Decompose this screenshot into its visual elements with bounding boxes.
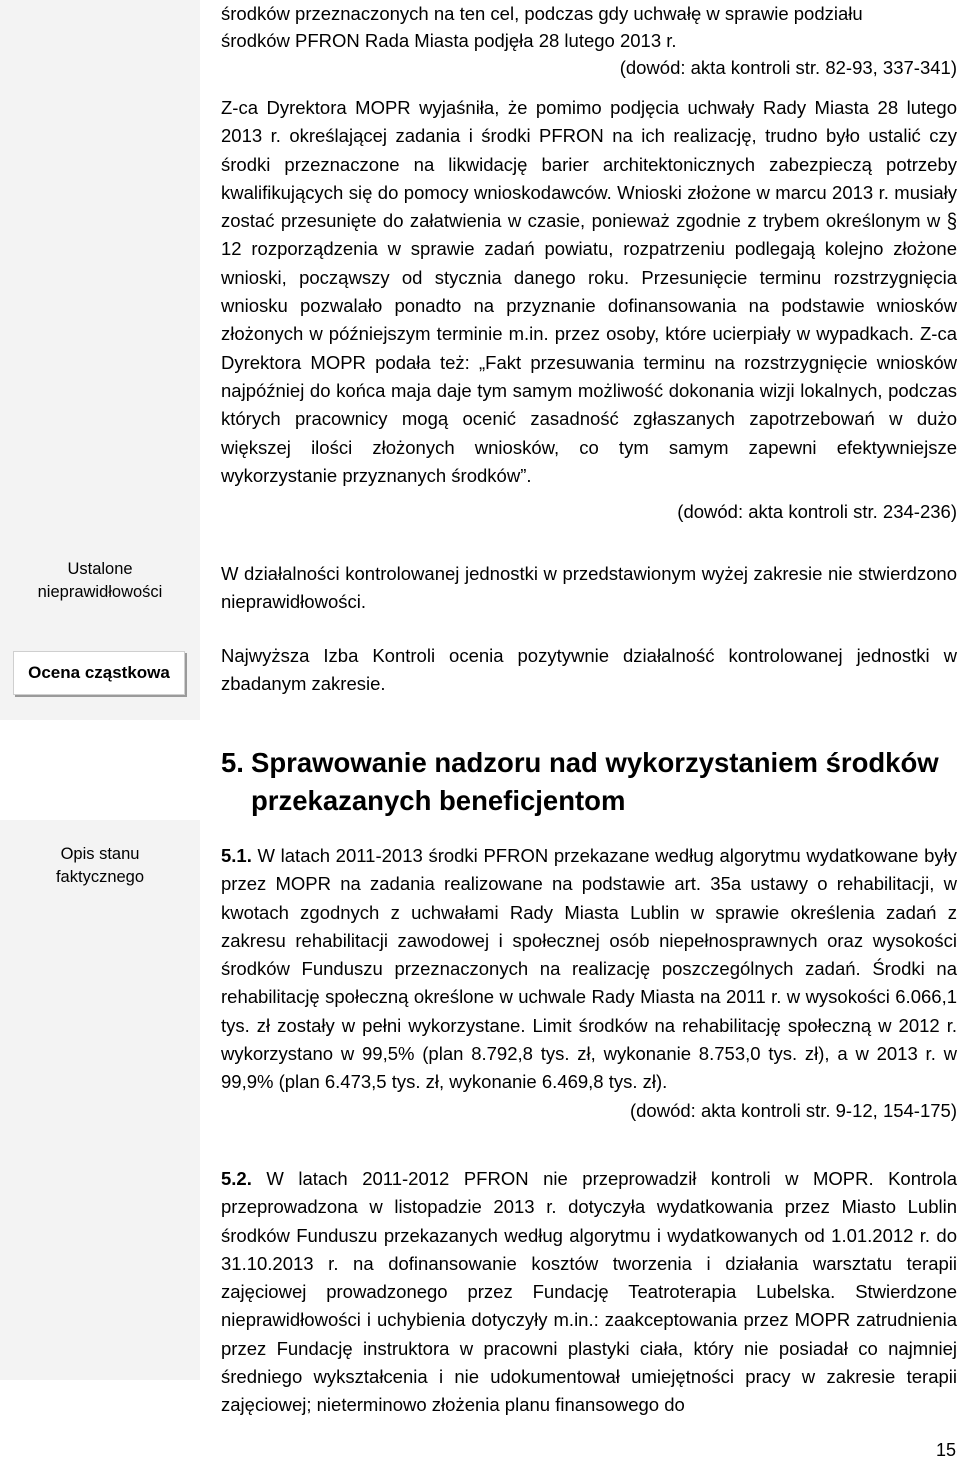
sidebar-label-facts: Opis stanu faktycznego (55, 845, 145, 886)
sidebar-label-irregularities: Ustalone nieprawidłowości (37, 560, 163, 601)
section-5-title-line1: Sprawowanie nadzoru nad wykorzystaniem środków (251, 747, 939, 778)
explanation-text-part1: Z-ca Dyrektora MOPR wyjaśniła, że pomimo podjęcia uchwały Rady Miasta 28 lutego 2013 r. określającej zadania i środki PFRON na ich realizację, trudno było ustalić czy środki przeznaczone na likwidację barier architektonicznych zabezpieczą potrzeby kwalifikujących się do pomocy wnioskodawców. Wnioski złożone w marcu 2013 r. musiały zostać przesunięte do załatwienia w czasie, ponieważ zgodnie z trybem określonym w (221, 97, 957, 232)
section-5-number: 5. (221, 747, 244, 778)
sidebar-label-partial-assessment: Ocena cząstkowa (13, 651, 185, 695)
evidence-reference-1: (dowód: akta kontroli str. 82-93, 337-341) (619, 57, 957, 78)
irregularities-text (221, 560, 957, 617)
paragraph-5-2-number: 5.2. (221, 1168, 252, 1189)
top-text-block (221, 0, 957, 81)
section-5-title-line2: przekazanych beneficjentom (251, 785, 626, 816)
explanation-text-part2: 12 rozporządzenia w sprawie zadań powiatu, rozpatrzeniu podlegają kolejno złożone wnioski, począwszy od stycznia danego roku. Przesunięcie terminu rozstrzygnięcia wniosku pozwalało ponadto na przyznanie dofinansowania na podstawie wniosków złożonych w późniejszym terminie m.in. przez osoby, które ucierpiały w wypadkach. Z-ca Dyrektora MOPR podała też: „Fakt przesuwania terminu na rozstrzygnięcie wniosków najpóźniej do końca maja daje tym samym możliwość dokonania wizji lokalnych, podczas których pracownicy mogą ocenić zasadność zgłaszanych zapotrzebowań w dużo większej ilości złożonych wniosków, co tym samym zapewni efektywniejsze wykorzystanie przyznanych środków”. (221, 238, 957, 486)
assessment-paragraph: Najwyższa Izba Kontroli ocenia pozytywnie działalność kontrolowanej jednostki w zbadanym zakresie. (221, 645, 957, 695)
paragraph-5-1-number: 5.1. (221, 845, 252, 866)
sidebar-panel-top (0, 0, 200, 720)
assessment-text (221, 642, 957, 699)
paragraph-5-2-text: W latach 2011-2012 PFRON nie przeprowadził kontroli w MOPR. Kontrola przeprowadzona w listopadzie 2013 r. dotyczyła wydatkowania przez Miasto Lublin środków Funduszu przekazanych według algorytmu i wydatkowanych od 1.01.2012 r. do 31.10.2013 r. na dofinansowanie kosztów tworzenia i działania warsztatu terapii zajęciowej prowadzonego przez Fundację Teatroterapia Lubelska. Stwierdzone nieprawidłowości i uchybienia dotyczyły m.in.: zaakceptowania przez MOPR zatrudnienia przez Fundację instruktora w pracowni plastyki ciała, który nie posiadał co najmniej średniego wykształcenia i nie udokumentował umiejętności pracy w zakresie terapii zajęciowej; nieterminowo złożenia planu finansowego do (221, 1168, 957, 1416)
sidebar-panel-bottom (0, 820, 200, 1380)
paragraph-5-1 (221, 842, 957, 1125)
top-line-1: środków przeznaczonych na ten cel, podczas gdy uchwałę w sprawie podziału (221, 3, 863, 24)
section-5-heading (221, 744, 960, 820)
explanation-paragraph (221, 94, 957, 526)
paragraph-5-1-text: W latach 2011-2013 środki PFRON przekazane według algorytmu wydatkowane były przez MOPR na zadania realizowane na podstawie art. 35a ustawy o rehabilitacji, w kwotach zgodnych z uchwałami Rady Miasta Lublin w sprawie określenia zadań z zakresu rehabilitacji zawodowej i społecznej osób niepełnosprawnych oraz wysokości środków Funduszu przeznaczonych na realizację poszczególnych zadań. Środki na rehabilitację społeczną określone w uchwale Rady Miasta na 2011 r. w wysokości 6.066,1 tys. zł zostały w pełni wykorzystane. Limit środków na rehabilitację społeczną w 2012 r. wykorzystano w 99,5% (plan 8.792,8 tys. zł, wykonanie 8.753,0 tys. zł), a w 2013 r. w 99,9% (plan 6.473,5 tys. zł, wykonanie 6.469,8 tys. zł). (221, 845, 957, 1093)
top-line-2: środków PFRON Rada Miasta podjęła 28 lutego 2013 r. (221, 30, 677, 51)
irregularities-paragraph: W działalności kontrolowanej jednostki w przedstawionym wyżej zakresie nie stwierdzono nieprawidłowości. (221, 563, 957, 613)
paragraph-5-2 (221, 1165, 957, 1420)
evidence-reference-2: (dowód: akta kontroli str. 234-236) (677, 501, 957, 523)
page-number: 15 (935, 1440, 956, 1460)
paragraph-symbol: § (946, 208, 957, 233)
evidence-reference-3: (dowód: akta kontroli str. 9-12, 154-175) (629, 1099, 957, 1121)
